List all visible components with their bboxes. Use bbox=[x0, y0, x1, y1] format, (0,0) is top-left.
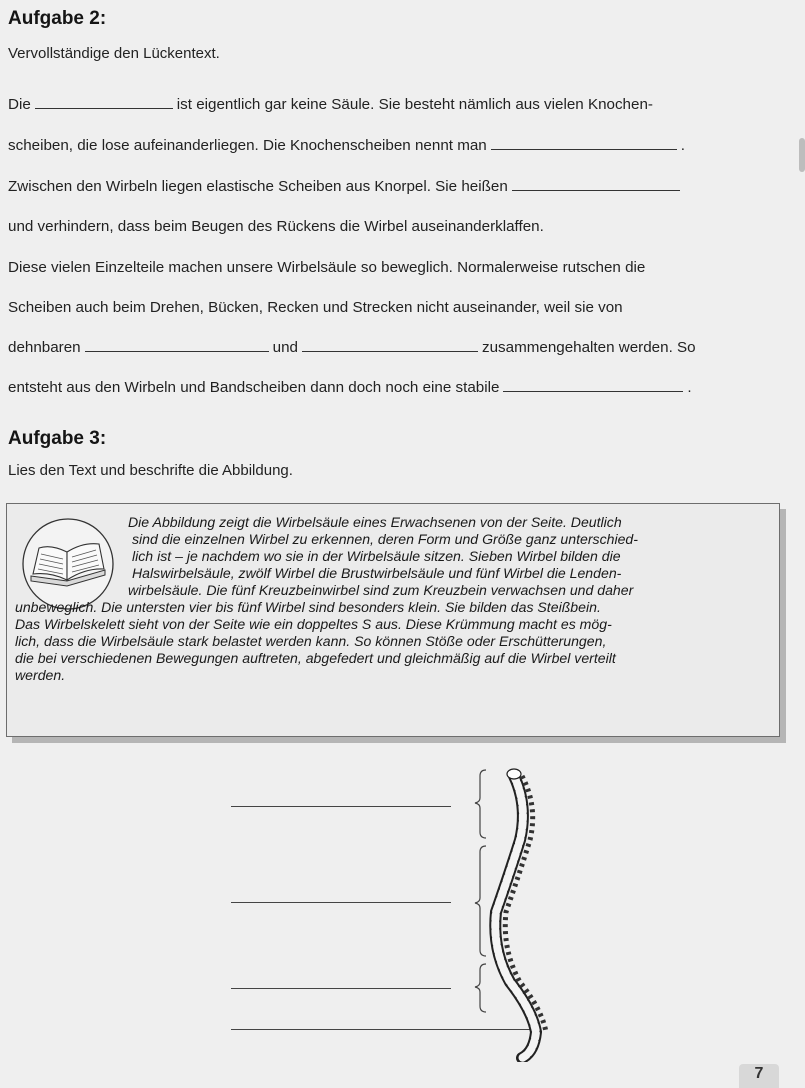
cloze-line-4: und verhindern, dass beim Beugen des Rückens die Wirbel auseinanderklaffen. bbox=[8, 218, 544, 235]
reading-line: Halswirbelsäule, zwölf Wirbel die Brustwirbelsäule und fünf Wirbel die Lenden- bbox=[132, 565, 622, 581]
spine-illustration bbox=[462, 762, 572, 1062]
cloze-text: . bbox=[680, 137, 685, 154]
reading-text bbox=[15, 514, 767, 684]
reading-line: lich, dass die Wirbelsäule stark belastet werden kann. So können Stöße oder Erschütterungen, bbox=[15, 633, 607, 649]
cloze-text: entsteht aus den Wirbeln und Bandscheiben dann doch noch eine stabile bbox=[8, 379, 500, 396]
cloze-text: Die bbox=[8, 96, 31, 113]
cloze-line-5: Diese vielen Einzelteile machen unsere Wirbelsäule so beweglich. Normalerweise rutschen die bbox=[8, 259, 646, 276]
reading-line: Die Abbildung zeigt die Wirbelsäule eines Erwachsenen von der Seite. Deutlich bbox=[128, 514, 622, 530]
task2-instruction: Vervollständige den Lückentext. bbox=[8, 45, 220, 62]
label-line-cervical[interactable] bbox=[231, 806, 451, 807]
reading-line: sind die einzelnen Wirbel zu erkennen, deren Form und Größe ganz unterschied- bbox=[132, 531, 638, 547]
reading-text-box bbox=[6, 503, 780, 737]
spine-icon bbox=[495, 769, 546, 1058]
label-line-lumbar[interactable] bbox=[231, 988, 451, 989]
reading-line: wirbelsäule. Die fünf Kreuzbeinwirbel sind zum Kreuzbein verwachsen und daher bbox=[128, 582, 634, 598]
task2-heading: Aufgabe 2: bbox=[8, 8, 107, 29]
cloze-line-8 bbox=[8, 379, 692, 396]
cloze-blank-6[interactable] bbox=[503, 379, 683, 392]
cloze-text: und bbox=[272, 339, 298, 356]
label-line-thoracic[interactable] bbox=[231, 902, 451, 903]
cloze-blank-2[interactable] bbox=[491, 137, 677, 150]
page-number: 7 bbox=[739, 1064, 779, 1088]
reading-line: die bei verschiedenen Bewegungen auftreten, abgefedert und gleichmäßig auf die Wirbel verteilt bbox=[15, 650, 616, 666]
task3-instruction: Lies den Text und beschrifte die Abbildung. bbox=[8, 462, 293, 479]
cloze-text: Zwischen den Wirbeln liegen elastische Scheiben aus Knorpel. Sie heißen bbox=[8, 178, 508, 195]
reading-line: Das Wirbelskelett sieht von der Seite wie ein doppeltes S aus. Diese Krümmung macht es mög- bbox=[15, 616, 612, 632]
cloze-line-1 bbox=[8, 96, 653, 113]
cloze-text: scheiben, die lose aufeinanderliegen. Die Knochenscheiben nennt man bbox=[8, 137, 487, 154]
cloze-text: zusammengehalten werden. So bbox=[481, 339, 696, 356]
cloze-text: ist eigentlich gar keine Säule. Sie besteht nämlich aus vielen Knochen- bbox=[176, 96, 653, 113]
reading-line: werden. bbox=[15, 667, 66, 683]
cloze-blank-4[interactable] bbox=[85, 339, 269, 352]
cloze-blank-1[interactable] bbox=[35, 96, 173, 109]
cloze-line-6: Scheiben auch beim Drehen, Bücken, Recken und Strecken nicht auseinander, weil sie von bbox=[8, 299, 623, 316]
cloze-text: . bbox=[687, 379, 692, 396]
cloze-line-7 bbox=[8, 339, 696, 356]
reading-line: lich ist – je nachdem wo sie in der Wirbelsäule sitzen. Sieben Wirbel bilden die bbox=[132, 548, 621, 564]
brace-icon bbox=[475, 770, 486, 1012]
scrollbar[interactable] bbox=[799, 138, 805, 172]
cloze-line-3 bbox=[8, 178, 684, 195]
cloze-line-2 bbox=[8, 137, 685, 154]
reading-line: unbeweglich. Die untersten vier bis fünf Wirbel sind besonders klein. Sie bilden das Steißbein. bbox=[15, 599, 601, 615]
cloze-blank-5[interactable] bbox=[302, 339, 478, 352]
cloze-text: dehnbaren bbox=[8, 339, 81, 356]
cloze-blank-3[interactable] bbox=[512, 178, 680, 191]
task3-heading: Aufgabe 3: bbox=[8, 428, 107, 449]
